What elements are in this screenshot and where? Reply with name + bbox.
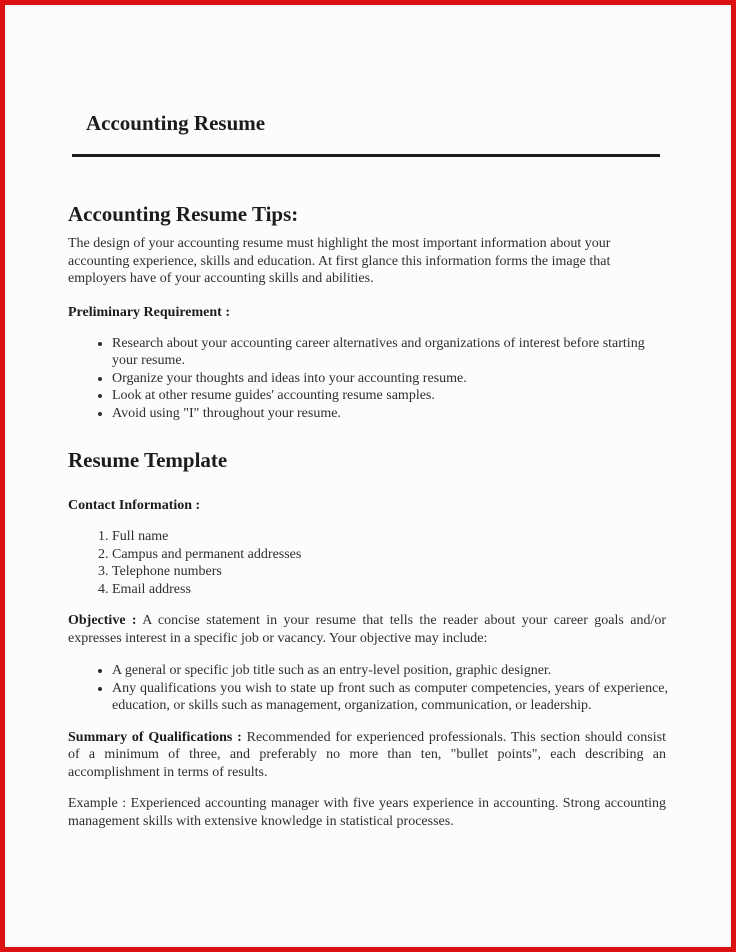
preliminary-requirement-list [68, 335, 668, 423]
page-title: Accounting Resume [86, 111, 266, 135]
example-text: Experienced accounting manager with five years experience in accounting. Strong accounting management skills with extensive knowledge in statistical processes. [68, 796, 666, 829]
tips-intro-paragraph: The design of your accounting resume must highlight the most important information about your accounting experience, skills and education. At first glance this information forms the image that employers have of your accounting skills and abilities. [68, 236, 611, 286]
objective-text: A concise statement in your resume that tells the reader about your career goals and/or expresses interest in a specific job or vacancy. Your objective may include: [68, 613, 666, 646]
summary-label: Summary of Qualifications : [68, 729, 242, 745]
list-item: • Avoid using "I" throughout your resume. [112, 405, 668, 423]
objective-list [68, 662, 668, 715]
contact-information-list [68, 528, 668, 598]
list-item: 3. Telephone numbers [112, 563, 668, 581]
contact-information-heading: Contact Information : [68, 498, 201, 513]
list-item: 1. Full name [112, 528, 668, 546]
example-paragraph [68, 795, 666, 830]
preliminary-requirement-heading: Preliminary Requirement : [68, 304, 231, 320]
list-item: • Organize your thoughts and ideas into your accounting resume. [112, 370, 668, 388]
list-item: • Research about your accounting career alternatives and organizations of interest before starting your resume. [112, 335, 668, 370]
list-item: 2. Campus and permanent addresses [112, 546, 668, 564]
summary-paragraph [68, 729, 666, 782]
summary-text: Recommended for experienced professionals. This section should consist of a minimum of three, and preferably no more than ten, "bullet points", each describing an accomplishment in terms of results. [68, 729, 666, 780]
title-underline [72, 154, 660, 157]
example-label: Example : [68, 796, 127, 811]
objective-paragraph [68, 612, 666, 647]
list-item: • Any qualifications you wish to state up front such as computer competencies, years of experience, education, or skills such as management, organization, communication, or leadership. [112, 680, 668, 715]
list-item: 4. Email address [112, 581, 668, 599]
resume-template-heading: Resume Template [68, 448, 228, 472]
list-item: • A general or specific job title such as an entry-level position, graphic designer. [112, 662, 668, 680]
objective-label: Objective : [68, 613, 137, 628]
tips-heading: Accounting Resume Tips: [68, 202, 299, 226]
list-item: • Look at other resume guides' accounting resume samples. [112, 387, 668, 405]
